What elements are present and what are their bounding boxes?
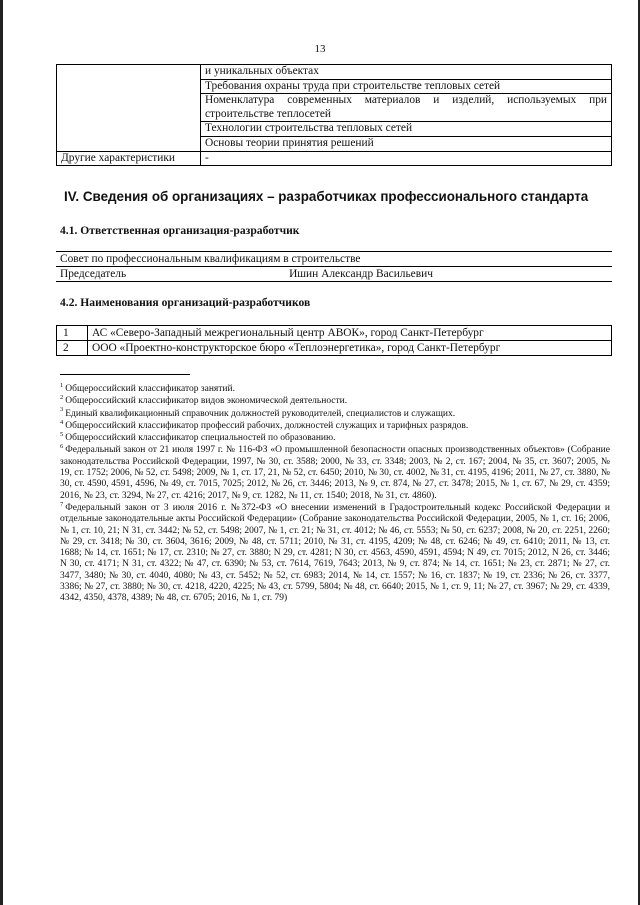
developer-number: 1 [57, 326, 88, 341]
footnote-number: 3 [60, 406, 64, 414]
page-number: 13 [314, 43, 326, 55]
responsible-person-cell [56, 267, 612, 282]
table-value-cell: и уникальных объектах [201, 65, 612, 80]
footnote-text: Общероссийский классификатор видов экономической деятельности. [65, 396, 348, 407]
footnote-text: Единый квалификационный справочник должностей руководителей, специалистов и служащих. [65, 408, 456, 419]
developer-number: 2 [57, 341, 88, 356]
responsible-role: Председатель [60, 268, 127, 280]
developer-name: АС «Северо-Западный межрегиональный центр АВОК», город Санкт-Петербург [88, 326, 612, 341]
table-row [57, 326, 612, 341]
footnotes [60, 381, 610, 606]
table-value-cell [201, 94, 612, 122]
table-value-line: строительстве теплосетей [205, 107, 331, 120]
footnote [60, 500, 610, 605]
footnote [60, 406, 610, 420]
table-value-cell: Технологии строительства тепловых сетей [201, 122, 612, 137]
subsection-title-developers: 4.2. Наименования организаций-разработчиков [60, 296, 311, 309]
table-row [56, 252, 612, 267]
footnote-number: 7 [60, 500, 64, 508]
table-row [56, 267, 612, 282]
section-title: IV. Сведения об организациях – разработчиках профессионального стандарта [64, 189, 589, 204]
table-value-cell: - [201, 151, 612, 166]
footnote [60, 445, 610, 501]
table-row [57, 65, 612, 80]
table-row [57, 341, 612, 356]
footnote-number: 5 [60, 431, 64, 439]
footnote-separator [60, 374, 190, 375]
table-value-cell: Требования охраны труда при строительстве тепловых сетей [201, 79, 612, 94]
footnote-number: 2 [60, 394, 64, 402]
table-value-cell: Основы теории принятия решений [201, 136, 612, 151]
footnote-text: Федеральный закон от 21 июля 1997 г. № 116-ФЗ «О промышленной безопасности опасных производственных объектов» (Собрание законодательства Российской Федерации, 1997, № 30, ст. 3588; 2000, № 33, ст. 3348; 2003, № 2, ст. 167; 2004, № 35, ст. 3607; 2005, № 19, ст. 1752; 2006, № 52, ст. 5498; 2009, № 1, ст. 17, 21, № 52, ст. 6450; 2010, № 30, ст. 4002, № 31, ст. 4195, 4196; 2011, № 27, ст. 3880, № 30, ст. 4590, 4591, 4596, № 49, ст. 7015, 7025; 2012, № 26, ст. 3446; 2013, № 9, ст. 874, № 27, ст. 3478; 2015, № 1, ст. 67, № 29, ст. 4359; 2016, № 23, ст. 3294, № 27, ст. 4216; 2017, № 9, ст. 1282, № 11, ст. 1540; 2018, № 31, ст. 4860). [60, 445, 610, 501]
table-value-line: Номенклатура современных материалов и изделий, используемых при [205, 94, 607, 107]
table-row [57, 151, 612, 166]
footnote [60, 433, 610, 444]
footnote-text: Федеральный закон от 3 июля 2016 г. №372-ФЗ «О внесении изменений в Градостроительный кодекс Российской Федерации и отдельные законодательные акты Российской Федерации» (Собрание законодательства Российской Федерации, 2005, № 1, ст. 16; 2006, № 1, ст. 10, 21; N 31, ст. 3442; № 52, ст. 5498; 2007, № 1, ст. 21; № 31, ст. 4012; № 46, ст. 5553; № 50, ст. 6237; 2008, № 20, ст. 2251, 2260; № 29, ст. 3418; № 30, ст. 3604, 3616; 2009, № 48, ст. 5711; 2010, № 31, ст. 4195, 4209; № 48, ст. 6246; № 49, ст. 6410; 2011, № 13, ст. 1688; № 14, ст. 1651; № 17, ст. 2310; № 27, ст. 3880; N 29, ст. 4281; N 30, ст. 4563, 4590, 4591, 4594; N 49, ст. 7015; 2012, N 26, ст. 3446; N 30, ст. 4171; N 31, ст. 4322; № 47, ст. 6390; № 53, ст. 7614, 7619, 7643; 2013, № 9, ст. 874; № 14, ст. 1651; № 23, ст. 2871; № 27, ст. 3477, 3480; № 30, ст. 4040, 4080; № 43, ст. 5452; № 52, ст. 6983; 2014, № 14, ст. 1557; № 16, ст. 1837; № 19, ст. 2336; № 26, ст. 3377, 3386; № 27, ст. 3880; № 30, ст. 4218, 4220, 4225; № 43, ст. 5799, 5804; № 48, ст. 6640; 2015, № 1, ст. 9, 11; № 27, ст. 3967; № 29, ст. 4339, 4342, 4350, 4378, 4389; № 48, ст. 6705; 2016, № 1, ст. 79) [60, 502, 610, 604]
footnote [60, 418, 610, 432]
footnote-number: 6 [60, 443, 64, 451]
developer-name: ООО «Проектно-конструкторское бюро «Теплоэнергетика», город Санкт-Петербург [88, 341, 612, 356]
subsection-title-responsible: 4.1. Ответственная организация-разработчик [60, 224, 300, 237]
footnote-text: Общероссийский классификатор специальностей по образованию. [65, 433, 336, 444]
scan-left-edge [0, 0, 3, 905]
responsible-name: Ишин Александр Васильевич [289, 268, 433, 280]
footnote-number: 1 [60, 381, 64, 389]
footnote-text: Общероссийский классификатор профессий рабочих, должностей служащих и тарифных разрядов. [65, 420, 469, 431]
responsible-org-name: Совет по профессиональным квалификациям в строительстве [56, 252, 612, 267]
characteristics-table [56, 64, 612, 166]
footnote [60, 396, 610, 407]
developers-table [56, 325, 612, 356]
footnote [60, 381, 610, 395]
responsible-org-table [56, 251, 612, 282]
table-label-cell: Другие характеристики [57, 151, 201, 166]
footnote-text: Общероссийский классификатор занятий. [65, 384, 235, 394]
footnote-number: 4 [60, 418, 64, 426]
table-label-cell [57, 65, 201, 152]
